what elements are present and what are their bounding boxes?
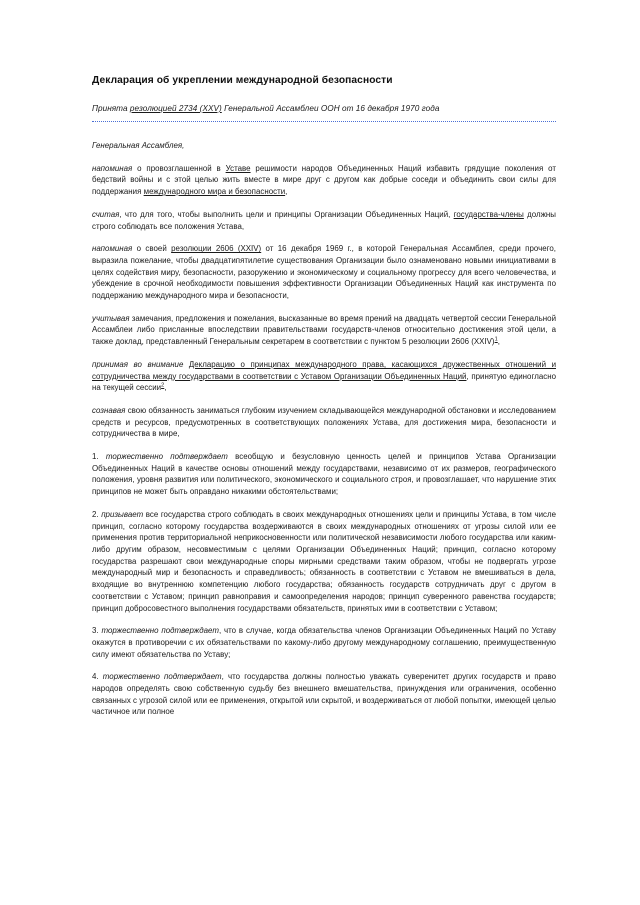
- operative-1-number: 1.: [92, 452, 99, 462]
- preamble-3-text-a: о своей: [132, 244, 172, 254]
- subtitle-suffix: Генеральной Ассамблеи ООН от 16 декабря 1970 года: [221, 104, 440, 113]
- preamble-5-tail: ,: [164, 383, 167, 393]
- operative-1-lead: торжественно подтверждает: [98, 452, 228, 462]
- preamble-6-text-a: свою обязанность заниматься глубоким изучением складывающейся международной обстановки и исследованием средств и ресурсов, предусмотренных в соответствующих положениях Устава, для достижения мира, безопасности и сотрудничества в мире,: [92, 405, 556, 439]
- operative-3-lead: торжественно подтверждает: [98, 626, 219, 636]
- document-subtitle: [92, 103, 556, 114]
- preamble-paragraph-1: [92, 163, 556, 198]
- preamble-paragraph-3: [92, 243, 556, 302]
- preamble-2-lead: считая: [92, 209, 120, 219]
- footnote-marker-1[interactable]: 1: [494, 336, 498, 343]
- preamble-1-lead: напоминая: [92, 163, 133, 173]
- operative-3-number: 3.: [92, 626, 99, 636]
- preamble-5-lead: принимая во внимание: [92, 359, 184, 369]
- subtitle-prefix: Принята: [92, 104, 130, 113]
- salutation-text: Генеральная Ассамблея,: [92, 141, 185, 150]
- preamble-1-tail: ,: [285, 187, 288, 197]
- header-divider: [92, 121, 556, 122]
- salutation: [92, 140, 556, 152]
- member-states-link[interactable]: государства-члены: [453, 209, 524, 219]
- operative-2-number: 2.: [92, 509, 99, 519]
- operative-paragraph-4: [92, 671, 556, 718]
- resolution-link[interactable]: резолюцией 2734 (XXV): [129, 104, 222, 113]
- operative-3-text: , что в случае, когда обязательства членов Организации Объединенных Наций по Уставу окажутся в противоречии с их обязательствами по какому-либо другому международному соглашению, преимущественную силу имеют обязательства по Уставу;: [92, 626, 556, 659]
- operative-paragraph-2: [92, 509, 556, 614]
- preamble-3-lead: напоминая: [92, 244, 133, 254]
- operative-paragraph-3: [92, 625, 556, 660]
- preamble-6-lead: сознавая: [92, 405, 126, 415]
- preamble-4-tail: ,: [497, 337, 500, 347]
- preamble-paragraph-6: [92, 405, 556, 440]
- preamble-1-text-b: решимости народов Объединенных Наций избавить грядущие поколения от бедствий войны и с этой целью жить вместе в мире друг с другом как добрые соседи и объединить свои силы для поддержания: [92, 163, 556, 197]
- preamble-paragraph-4: [92, 313, 556, 348]
- operative-4-number: 4.: [92, 672, 99, 682]
- operative-4-lead: торжественно подтверждает: [98, 672, 222, 682]
- preamble-3-text-b: от 16 декабря 1969 г., в которой Генеральная Ассамблея, среди прочего, выразила пожелание, чтобы двадцатипятилетие существования Организации было ознаменовано новыми инициативами в целях содействия миру, безопасности, разоружению и экономическому и социальному прогрессу для всего человечества, и убеждение в срочной необходимости повышения эффективности Организации Объединенных Наций как инструмента по поддержанию международного мира и безопасности,: [92, 244, 556, 301]
- document-body: [92, 74, 556, 718]
- preamble-paragraph-2: [92, 209, 556, 232]
- preamble-2-text-b: должны строго соблюдать все положения Устава,: [92, 209, 556, 231]
- page-title: Декларация об укреплении международной безопасности: [92, 75, 393, 86]
- friendly-relations-declaration-link[interactable]: Декларацию о принципах международного права, касающихся дружественных отношений и сотрудничества между государствами в соответствии с Уставом Организации Объединенных Наций: [92, 359, 556, 381]
- operative-1-text: всеобщую и безусловную ценность целей и принципов Устава Организации Объединенных Наций в качестве основы отношений между государствами, независимо от их размеров, географического положения, уровня развития или политического, экономического и социального строя, и провозглашает, что нарушение этих принципов не может быть оправдано никакими обстоятельствами;: [92, 452, 556, 497]
- resolution-2606-link[interactable]: резолюции 2606 (XXIV): [171, 244, 262, 254]
- operative-4-text: , что государства должны полностью уважать суверенитет других государств и право народов определять свою собственную судьбу без внешнего вмешательства, принуждения или ограничения, особенно связанных с угрозой силой или ее применения, открытой или скрытой, и воздерживаться от любой попытки, имеющей целью частичное или полное: [92, 672, 556, 717]
- preamble-1-text-a: о провозглашенной в: [132, 163, 226, 173]
- preamble-2-text-a: , что для того, чтобы выполнить цели и принципы Организации Объединенных Наций,: [119, 209, 454, 219]
- preamble-paragraph-5: [92, 359, 556, 394]
- operative-2-text: все государства строго соблюдать в своих международных отношениях цели и принципы Устава, в том числе принцип, согласно которому государства воздерживаются в своих международных отношениях от угрозы силой или ее применения против территориальной неприкосновенности или политической независимости любого государства или каким-либо другим образом, несовместимым с целями Организации Объединенных Наций; принцип, согласно которому государства разрешают свои международные споры мирными средствами таким образом, чтобы не подвергать угрозе международный мир и безопасность и справедливость; обязанность в соответствии с Уставом не вмешиваться в дела, входящие во внутреннюю компетенцию любого государства; обязанность государств сотрудничать друг с другом в соответствии с Уставом; принцип равноправия и самоопределения народов; принцип суверенного равенства государств; принцип добросовестного выполнения государствами обязательств, принятых ими в соответствии с Уставом;: [92, 509, 556, 613]
- operative-paragraph-1: [92, 451, 556, 498]
- charter-link[interactable]: Уставе: [225, 163, 251, 173]
- preamble-5-text-b: , принятую единогласно на текущей сессии: [92, 371, 556, 393]
- preamble-4-lead: учитывая: [92, 313, 130, 323]
- operative-2-lead: призывает: [98, 509, 144, 519]
- footnote-marker-2[interactable]: 2: [161, 382, 165, 389]
- preamble-4-text-a: замечания, предложения и пожелания, высказанные во время прений на двадцать четвертой сессии Генеральной Ассамблеи либо присланные впоследствии правительствами государств-членов относительно достижения этой цели, а также доклад, представленный Генеральным секретарем в соответствии с пунктом 5 резолюции 2606 (XXIV): [92, 313, 556, 347]
- intl-peace-security-link[interactable]: международного мира и безопасности: [143, 187, 286, 197]
